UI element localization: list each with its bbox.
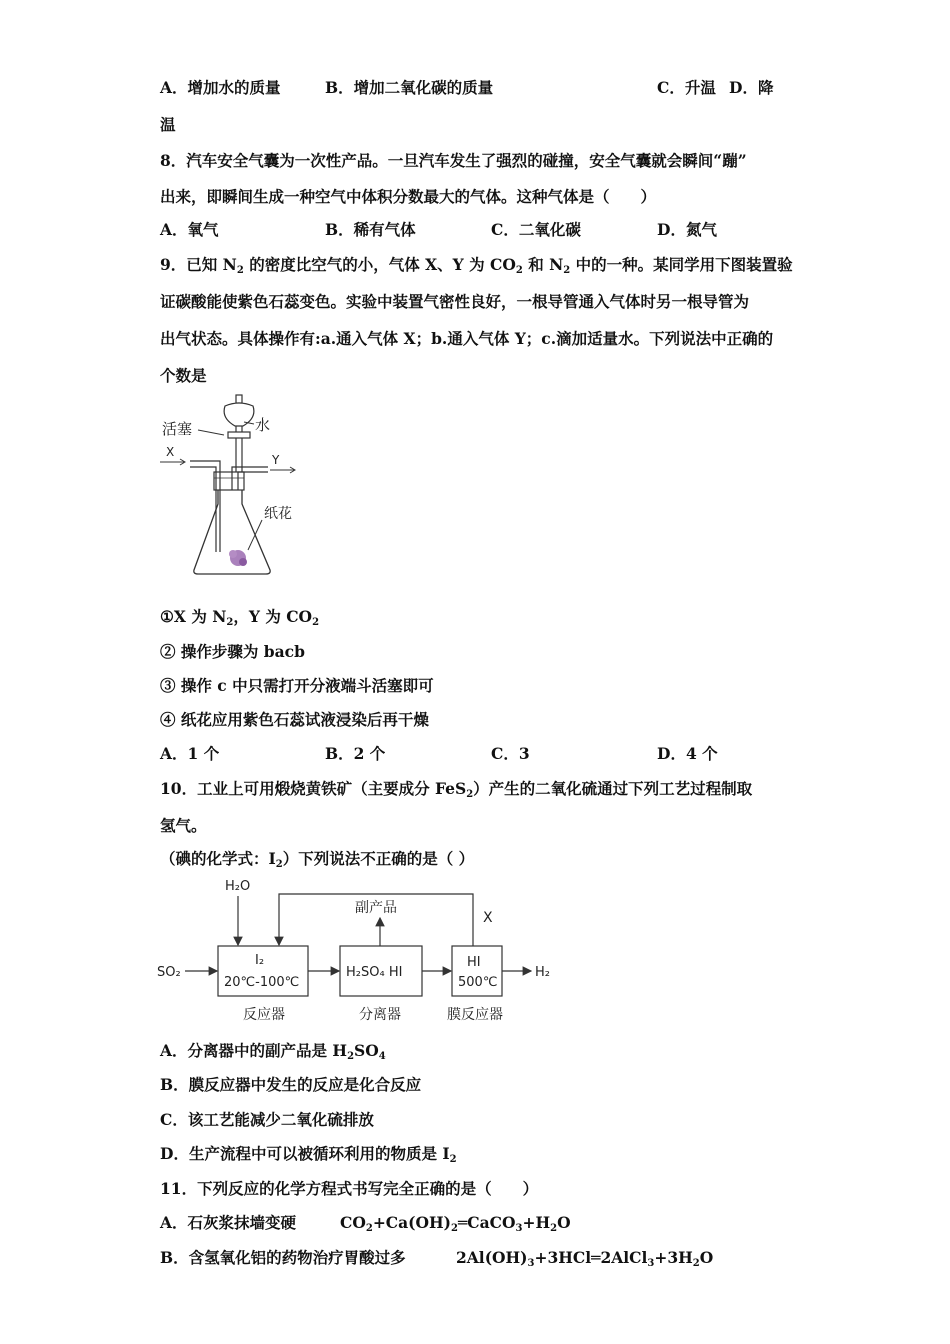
- q11-option-a-equation: $CO_2+Ca(OH)_2═CaCO_3+H_2O$: [340, 1213, 571, 1234]
- reactor-label: 反应器: [243, 1007, 285, 1023]
- q9-statement-4: ④ 纸花应用紫色石蕊试液浸染后再干燥: [160, 710, 429, 729]
- label-so2: SO₂: [157, 965, 181, 980]
- q8-option-a: A．氧气: [160, 220, 219, 239]
- q8-stem-line1: 8．汽车安全气囊为一次性产品。一旦汽车发生了强烈的碰撞，安全气囊就会瞬间“蹦”: [160, 151, 747, 170]
- label-recycle-x: X: [483, 910, 493, 926]
- q9-apparatus-figure: [158, 392, 308, 578]
- q9-stem-line4: 个数是: [160, 366, 207, 385]
- q9-stem-line1: 9．已知 $N_2$ 的密度比空气的小，气体 X、Y 为 $CO_2$ 和 $N_2$ 中的一种。某同学用下图装置验: [160, 255, 793, 276]
- q9-option-c: C．3: [491, 744, 530, 763]
- q10-option-c: C．该工艺能减少二氧化硫排放: [160, 1110, 374, 1129]
- label-valve: 活塞: [162, 420, 193, 438]
- reactor-temp: 20℃-100℃: [224, 975, 300, 990]
- q10-option-b: B．膜反应器中发生的反应是化合反应: [160, 1075, 422, 1094]
- separator-label: 分离器: [359, 1007, 401, 1023]
- q9-option-a: A．1 个: [160, 744, 220, 763]
- reactor-reagent: I₂: [255, 953, 265, 968]
- label-h2-output: H₂: [535, 965, 550, 980]
- q10-stem-line1: 10．工业上可用煅烧黄铁矿（主要成分 FeS$_2$）产生的二氧化硫通过下列工艺过程制取: [160, 779, 753, 800]
- membrane-content: HI: [467, 955, 481, 970]
- label-x: X: [166, 445, 175, 459]
- label-h2o: H₂O: [225, 879, 251, 894]
- membrane-temp: 500℃: [458, 975, 498, 990]
- q11-option-b-equation: $2Al(OH)_3+3HCl═2AlCl_3+3H_2O$: [456, 1248, 714, 1269]
- q10-process-diagram: [155, 874, 565, 1026]
- q7-option-a: A．增加水的质量: [160, 78, 281, 97]
- q10-stem-line2: 氢气。: [160, 816, 207, 835]
- q7-option-c: C．升温: [657, 78, 716, 97]
- q7-option-d-wrap: 温: [160, 115, 176, 134]
- q7-option-b: B．增加二氧化碳的质量: [325, 78, 494, 97]
- q11-option-b-text: B．含氢氧化铝的药物治疗胃酸过多: [160, 1248, 406, 1267]
- byproduct-label: 副产品: [355, 900, 397, 916]
- q9-option-d: D．4 个: [657, 744, 718, 763]
- q11-option-a-text: A．石灰浆抹墙变硬: [160, 1213, 297, 1232]
- q9-statement-2: ② 操作步骤为 bacb: [160, 642, 305, 661]
- q9-statement-1: ①X 为 $N_2$，Y 为 $CO_2$: [160, 607, 320, 628]
- paper-flower: [229, 550, 247, 566]
- q9-option-b: B．2 个: [325, 744, 386, 763]
- membrane-label: 膜反应器: [447, 1007, 503, 1023]
- q8-option-c: C．二氧化碳: [491, 220, 581, 239]
- q11-stem: 11．下列反应的化学方程式书写完全正确的是（ ）: [160, 1179, 539, 1198]
- q9-stem-line2: 证碳酸能使紫色石蕊变色。实验中装置气密性良好，一根导管通入气体时另一根导管为: [160, 292, 750, 311]
- q8-option-b: B．稀有气体: [325, 220, 416, 239]
- q8-stem-line2: 出来，即瞬间生成一种空气中体积分数最大的气体。这种气体是（ ）: [160, 187, 657, 206]
- q7-option-d: D．降: [729, 78, 774, 97]
- q9-statement-3: ③ 操作 c 中只需打开分液端斗活塞即可: [160, 676, 434, 695]
- q10-stem-line3: （碘的化学式：$I_2$）下列说法不正确的是（ ）: [160, 849, 475, 870]
- label-y: Y: [272, 453, 280, 467]
- separator-content: H₂SO₄ HI: [346, 965, 403, 980]
- q10-option-d: D．生产流程中可以被循环利用的物质是 $I_2$: [160, 1144, 457, 1165]
- separatory-funnel: [224, 395, 254, 472]
- label-water: 水: [255, 416, 271, 434]
- rubber-stopper: [214, 472, 244, 490]
- q10-option-a: A．分离器中的副产品是 $H_2SO_4$: [160, 1041, 386, 1062]
- label-paper-flower: 纸花: [264, 506, 292, 522]
- q9-stem-line3: 出气状态。具体操作有:a.通入气体 X；b.通入气体 Y；c.滴加适量水。下列说法中正确的: [160, 329, 774, 348]
- q8-option-d: D．氮气: [657, 220, 717, 239]
